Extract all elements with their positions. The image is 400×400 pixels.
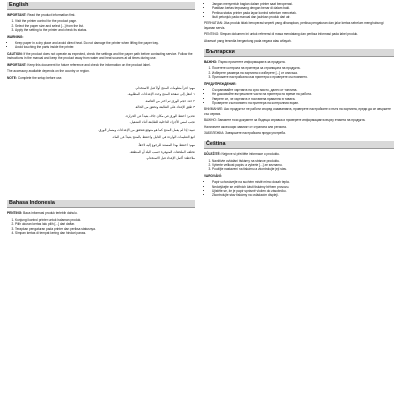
- arabic-line: مهم: اقرأ معلومات المنتج أولاً قبل الاستخدام.: [135, 85, 195, 90]
- important-text: Първо прочетете информацията за продукта.: [218, 59, 286, 64]
- list-item: • Periksa status printer pada layar kontrol sebelum mencetak.: [212, 11, 394, 15]
- english-steps: [7, 19, 195, 32]
- important-text: Nejprve si přečtěte informace o produktu.: [221, 152, 280, 157]
- list-item: • Не докосвайте вътрешните части на принтера по време на работа.: [212, 92, 394, 96]
- list-item: 1. Visit the printer control for the product page.: [15, 19, 195, 23]
- section-header-bulgarian: Български: [204, 49, 394, 57]
- arabic-line: ١ انتقل إلى صفحة المنتج وحدد الإعدادات المطلوبة.: [127, 92, 195, 97]
- important-note: [204, 152, 394, 156]
- list-item: 1. Navštivte ovládání tiskárny na stránce produktu.: [212, 159, 394, 163]
- list-item: • Keep paper in a dry place and avoid direct heat. Do not damage the printer when lifting the paper tray.: [15, 41, 195, 45]
- list-item: • Jangan menyentuh bagian dalam printer saat beroperasi.: [212, 2, 394, 6]
- indonesia-important: PENTING: Simpan dokumen ini untuk referensi di masa mendatang dan periksa informasi pada label produk.: [204, 32, 358, 37]
- list-item: • Avoid touching the parts inside the printer.: [15, 45, 195, 49]
- bulgarian-supported: Наличните аксесоари зависят от страната или региона.: [204, 124, 287, 129]
- important-note: [7, 211, 195, 215]
- bulgarian-important: ВАЖНО: Запазете този документ за бъдеща справка и проверете информацията върху етикета на продукта.: [204, 118, 366, 123]
- arabic-section: [7, 86, 195, 161]
- list-item: • Nedotýkejte se vnitřních částí tiskárny během provozu.: [212, 185, 394, 189]
- section-header-english: English: [7, 2, 195, 10]
- right-column: [204, 2, 394, 200]
- arabic-line: تختلف الملحقات المتوفرة حسب البلد أو المنطقة.: [129, 149, 195, 154]
- indonesia-continued-list: [204, 2, 394, 19]
- section-header-indonesia: Bahasa Indonesia: [7, 200, 195, 208]
- arabic-line: مهم: احتفظ بهذا المستند للرجوع إليه لاحقاً.: [137, 143, 195, 148]
- indonesia-steps: [7, 218, 195, 235]
- important-note: [204, 60, 394, 64]
- important-text: Baca informasi produk terlebih dahulu.: [23, 211, 78, 216]
- note-text: Complete the setup before use.: [17, 75, 63, 80]
- important-label: IMPORTANT:: [7, 13, 27, 17]
- list-item: • Ikuti petunjuk pada manual dan jauhkan produk dari air.: [212, 15, 394, 19]
- bulgarian-note: ЗАБЕЛЕЖКА: Завършете настройката преди употреба.: [204, 131, 286, 136]
- list-item: 1. Kunjungi kontrol printer untuk halaman produk.: [15, 218, 195, 222]
- caution-text: If the product does not operate as expected, check the settings and the paper path before contacting service. Follow the instructions in the manual and keep the product away from water and heat sources at all times during use.: [7, 51, 193, 61]
- caution-paragraph: [7, 52, 195, 61]
- list-item: • Уверете се, че хартията е поставена правилно в тавата.: [212, 97, 394, 101]
- arabic-line: ملاحظة: أكمل الإعداد قبل الاستخدام.: [145, 156, 195, 161]
- bulgarian-steps: [204, 66, 394, 79]
- arabic-line: تنبيه: إذا لم يعمل المنتج كما هو متوقع فتحقق من الإعدادات ومسار الورق.: [97, 128, 195, 133]
- list-item: 4. Simpan kertas di tempat kering dan hindari panas.: [15, 231, 195, 235]
- important2-label: IMPORTANT:: [7, 62, 27, 67]
- list-item: 3. Apply the setting to the printer and check its status.: [15, 28, 195, 32]
- indonesia-caution: PERHATIAN: Jika produk tidak beroperasi seperti yang diharapkan, periksa pengaturan dan jalur kertas sebelum menghubungi layanan servis.: [204, 21, 384, 30]
- arabic-line: اتبع التعليمات الواردة في الدليل واحتفظ بالمنتج بعيداً عن الماء.: [112, 134, 195, 139]
- list-item: • Проверете състоянието на принтера на контролния екран.: [212, 101, 394, 105]
- indonesia-supported: Aksesori yang tersedia bergantung pada negara atau wilayah.: [204, 38, 292, 43]
- list-item: 3. Terapkan pengaturan pada printer dan periksa statusnya.: [15, 227, 195, 231]
- important2-text: Keep this document for future reference and check the information on the product label.: [27, 62, 151, 67]
- important-label: PENTING:: [7, 211, 23, 216]
- warning-list: [204, 180, 394, 197]
- section-header-czech: Čeština: [204, 141, 394, 149]
- list-item: 2. Изберете размера на хартията и изберете [...] от списъка.: [212, 71, 394, 75]
- list-item: 2. Select the paper size and select [...] from the list.: [15, 24, 195, 28]
- caution-label: CAUTION:: [7, 51, 23, 56]
- list-item: 3. Приложете настройката към принтера и проверете състоянието.: [212, 75, 394, 79]
- list-item: • Съхранявайте хартията на сухо място, далеч от топлина.: [212, 88, 394, 92]
- list-item: 2. Vyberte velikost papíru a vyberte [...] ze seznamu.: [212, 163, 394, 167]
- important-label: DŮLEŽITÉ:: [204, 152, 221, 157]
- important-label: ВАЖНО:: [204, 59, 218, 64]
- arabic-line: تجنب لمس الأجزاء الداخلية للطابعة أثناء التشغيل.: [129, 120, 195, 125]
- arabic-line: ٢ حدد حجم الورق ثم اختر من القائمة.: [144, 98, 195, 103]
- note-label: NOTE:: [7, 75, 17, 80]
- list-item: 3. Použijte nastavení na tiskárnu a zkontrolujte její stav.: [212, 167, 394, 171]
- important-text: Read the product information first.: [27, 13, 76, 17]
- warning-label: ПРЕДУПРЕЖДЕНИЕ:: [204, 81, 237, 86]
- arabic-line: تحذير: احفظ الورق في مكان جاف بعيداً عن الحرارة.: [125, 113, 195, 118]
- list-item: 2. Pilih ukuran kertas lalu pilih [...] dari daftar.: [15, 222, 195, 226]
- warning-list: [7, 41, 195, 50]
- important-paragraph: [7, 63, 195, 67]
- czech-steps: [204, 159, 394, 172]
- note-paragraph: [7, 76, 195, 80]
- list-item: • Papír uchovávejte na suchém místě mimo dosah tepla.: [212, 180, 394, 184]
- bulgarian-caution: ВНИМАНИЕ: Ако продуктът не работи според очакванията, проверете настройките и пътя на хартията, преди да се свържете със сервиз.: [204, 107, 391, 116]
- important-note: [7, 13, 195, 17]
- left-column: [7, 2, 195, 237]
- list-item: • Zkontrolujte stav tiskárny na ovládacím displeji.: [212, 193, 394, 197]
- warning-label: VAROVÁNÍ:: [204, 173, 222, 178]
- warning-label: WARNING:: [7, 34, 24, 39]
- list-item: • Ujistěte se, že je papír správně vložen do zásobníku.: [212, 189, 394, 193]
- warning-list: [204, 88, 394, 105]
- list-item: • Pastikan kertas terpasang dengan benar di dalam baki.: [212, 6, 394, 10]
- arabic-line: ٣ طبّق الإعداد على الطابعة وتحقق من الحالة.: [134, 105, 195, 110]
- supported-paragraph: The accessory available depends on the country or region.: [7, 69, 90, 74]
- list-item: 1. Посетете контрола на принтера за страницата на продукта.: [212, 66, 394, 70]
